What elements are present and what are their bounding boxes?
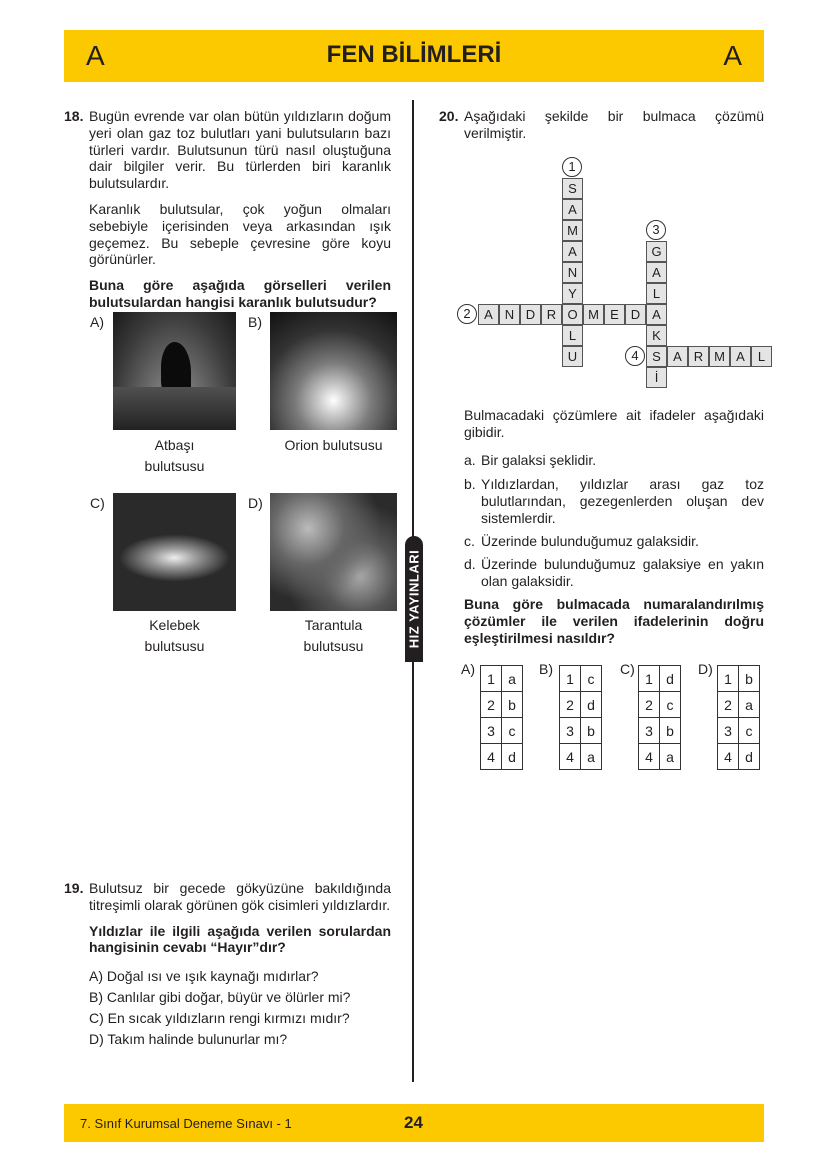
pair-cell: a: [502, 666, 523, 692]
q20-intro: Aşağıdaki şekilde bir bulmaca çözümü verilmiştir.: [464, 108, 764, 141]
crossword-cell: N: [499, 304, 520, 325]
pair-cell: 1: [718, 666, 739, 692]
pair-row: [718, 692, 760, 718]
q18-question: Buna göre aşağıda görselleri verilen bulutsulardan hangisi karanlık bulutsudur?: [89, 277, 391, 310]
q19-option-a[interactable]: A) Doğal ısı ve ışık kaynağı mıdırlar?: [89, 968, 319, 985]
pair-cell: 4: [481, 744, 502, 770]
q19-question: Yıldızlar ile ilgili aşağıda verilen sorulardan hangisinin cevabı “Hayır”dır?: [89, 922, 391, 956]
q18-option-c-label[interactable]: C): [90, 495, 105, 511]
crossword-clue-number: 1: [562, 157, 582, 177]
question-19: [89, 880, 391, 1050]
crossword-cell: R: [541, 304, 562, 325]
crossword-cell: M: [583, 304, 604, 325]
statement-a: a. Bir galaksi şeklidir.: [464, 452, 597, 468]
orion-nebula-image[interactable]: [270, 312, 397, 430]
q20-option-label[interactable]: C): [620, 661, 635, 677]
statement-b: b. Yıldızlardan, yıldızlar arası gaz toz bulutlarından, gezegenlerden oluşan dev sistemlerdir.: [464, 476, 764, 526]
pair-cell: 3: [481, 718, 502, 744]
pair-cell: 3: [718, 718, 739, 744]
publisher-logo: HIZ YAYINLARI: [405, 536, 423, 662]
pair-cell: d: [660, 666, 681, 692]
crossword-cell: G: [646, 241, 667, 262]
horsehead-nebula-image[interactable]: [113, 312, 236, 430]
crossword-cell: E: [604, 304, 625, 325]
crossword-cell: A: [667, 346, 688, 367]
q18-option-d-label[interactable]: D): [248, 495, 263, 511]
q18-option-a-label[interactable]: A): [90, 314, 104, 330]
q19-paragraph: Bulutsuz bir gecede gökyüzüne bakıldığında titreşimli olarak görünen gök cisimleri yıldızlardır.: [89, 880, 391, 913]
pair-cell: 1: [481, 666, 502, 692]
q18-option-a-caption: Atbaşı bulutsusu: [144, 437, 205, 474]
q20-question: Buna göre bulmacada numaralandırılmış çözümler ile verilen ifadelerinin doğru eşleştirilmesi nasıldır?: [464, 596, 764, 646]
pair-cell: 2: [481, 692, 502, 718]
crossword-cell: U: [562, 346, 583, 367]
pair-cell: c: [502, 718, 523, 744]
crossword-cell: R: [688, 346, 709, 367]
booklet-letter-left: A: [86, 40, 105, 71]
statement-d: d. Üzerinde bulunduğumuz galaksiye en yakın olan galaksidir.: [464, 556, 764, 589]
crossword-cell: A: [562, 199, 583, 220]
q18-paragraph-1: Bugün evrende var olan bütün yıldızların doğum yeri olan gaz toz bulutları yani bulutsuların bazı türleri vardır. Bulutsunun türü nasıl oluştuğuna dair bilgiler verir. Bu türlerden biri karanlık bulutsulardır.: [89, 108, 391, 192]
pair-cell: b: [660, 718, 681, 744]
crossword-cell: A: [730, 346, 751, 367]
crossword-cell: M: [709, 346, 730, 367]
pair-row: [560, 692, 602, 718]
q20-option-label[interactable]: B): [539, 661, 553, 677]
pair-cell: 2: [560, 692, 581, 718]
pair-row: [639, 692, 681, 718]
crossword-cell: A: [646, 304, 667, 325]
pair-row: [560, 718, 602, 744]
subject-title: FEN BİLİMLERİ: [326, 41, 502, 68]
crossword-cell: L: [751, 346, 772, 367]
pair-row: [560, 744, 602, 770]
q20-option-label[interactable]: A): [461, 661, 475, 677]
q19-option-b[interactable]: B) Canlılar gibi doğar, büyür ve ölürler mi?: [89, 989, 351, 1006]
pair-cell: c: [581, 666, 602, 692]
crossword-clue-number: 3: [646, 220, 666, 240]
question-18-number: 18.: [64, 108, 84, 124]
pair-cell: a: [739, 692, 760, 718]
crossword-cell: A: [478, 304, 499, 325]
q20-option-table[interactable]: [480, 665, 523, 770]
q20-option-table[interactable]: [559, 665, 602, 770]
q18-paragraph-2: Karanlık bulutsular, çok yoğun olmaları sebebiyle içerisinden veya arkasından ışık geçemez. Bu sebeple çevresine göre koyu görünürler.: [89, 200, 391, 268]
exam-name: 7. Sınıf Kurumsal Deneme Sınavı - 1: [80, 1116, 292, 1131]
pair-row: [639, 744, 681, 770]
pair-row: [639, 718, 681, 744]
pair-cell: 2: [718, 692, 739, 718]
pair-cell: b: [502, 692, 523, 718]
pair-cell: 1: [560, 666, 581, 692]
pair-cell: 3: [639, 718, 660, 744]
crossword-cell: A: [646, 262, 667, 283]
page-footer: [64, 1104, 764, 1142]
pair-cell: d: [502, 744, 523, 770]
crossword-cell: İ: [646, 367, 667, 388]
crossword-cell: K: [646, 325, 667, 346]
crossword-cell: N: [562, 262, 583, 283]
pair-row: [718, 666, 760, 692]
pair-cell: b: [581, 718, 602, 744]
booklet-letter-right: A: [723, 40, 742, 71]
crossword-cell: M: [562, 220, 583, 241]
pair-row: [560, 666, 602, 692]
q20-statements-intro: Bulmacadaki çözümlere ait ifadeler aşağıdaki gibidir.: [464, 407, 764, 440]
pair-row: [481, 718, 523, 744]
q20-option-label[interactable]: D): [698, 661, 713, 677]
pair-cell: c: [739, 718, 760, 744]
crossword-cell: A: [562, 241, 583, 262]
crossword-clue-number: 2: [457, 304, 477, 324]
page-number: 24: [404, 1113, 423, 1132]
q19-option-c[interactable]: C) En sıcak yıldızların rengi kırmızı mıdır?: [89, 1010, 350, 1027]
pair-cell: a: [581, 744, 602, 770]
page-header: [64, 30, 764, 82]
butterfly-nebula-image[interactable]: [113, 493, 236, 611]
question-19-number: 19.: [64, 880, 84, 896]
pair-row: [718, 718, 760, 744]
pair-row: [481, 744, 523, 770]
pair-cell: b: [739, 666, 760, 692]
q18-option-b-caption: Orion bulutsusu: [284, 437, 383, 453]
pair-row: [481, 692, 523, 718]
question-20-number: 20.: [439, 108, 459, 124]
crossword-cell: S: [562, 178, 583, 199]
pair-cell: 4: [639, 744, 660, 770]
pair-cell: a: [660, 744, 681, 770]
crossword-cell: L: [646, 283, 667, 304]
crossword-cell: S: [646, 346, 667, 367]
question-18: [89, 108, 391, 317]
q20-option-table[interactable]: [717, 665, 760, 770]
tarantula-nebula-image[interactable]: [270, 493, 397, 611]
crossword-clue-number: 4: [625, 346, 645, 366]
crossword-cell: O: [562, 304, 583, 325]
pair-cell: 4: [560, 744, 581, 770]
crossword-cell: Y: [562, 283, 583, 304]
pair-cell: 3: [560, 718, 581, 744]
pair-cell: c: [660, 692, 681, 718]
pair-cell: d: [581, 692, 602, 718]
crossword-cell: L: [562, 325, 583, 346]
q19-option-d[interactable]: D) Takım halinde bulunurlar mı?: [89, 1031, 288, 1048]
crossword-cell: D: [625, 304, 646, 325]
q18-option-d-caption: Tarantula bulutsusu: [303, 617, 364, 654]
pair-cell: 4: [718, 744, 739, 770]
q20-option-table[interactable]: [638, 665, 681, 770]
statement-c: c. Üzerinde bulunduğumuz galaksidir.: [464, 533, 699, 549]
pair-row: [639, 666, 681, 692]
pair-row: [481, 666, 523, 692]
crossword-cell: D: [520, 304, 541, 325]
q18-option-b-label[interactable]: B): [248, 314, 262, 330]
pair-cell: 1: [639, 666, 660, 692]
q18-option-c-caption: Kelebek bulutsusu: [144, 617, 205, 654]
pair-cell: 2: [639, 692, 660, 718]
pair-cell: d: [739, 744, 760, 770]
pair-row: [718, 744, 760, 770]
